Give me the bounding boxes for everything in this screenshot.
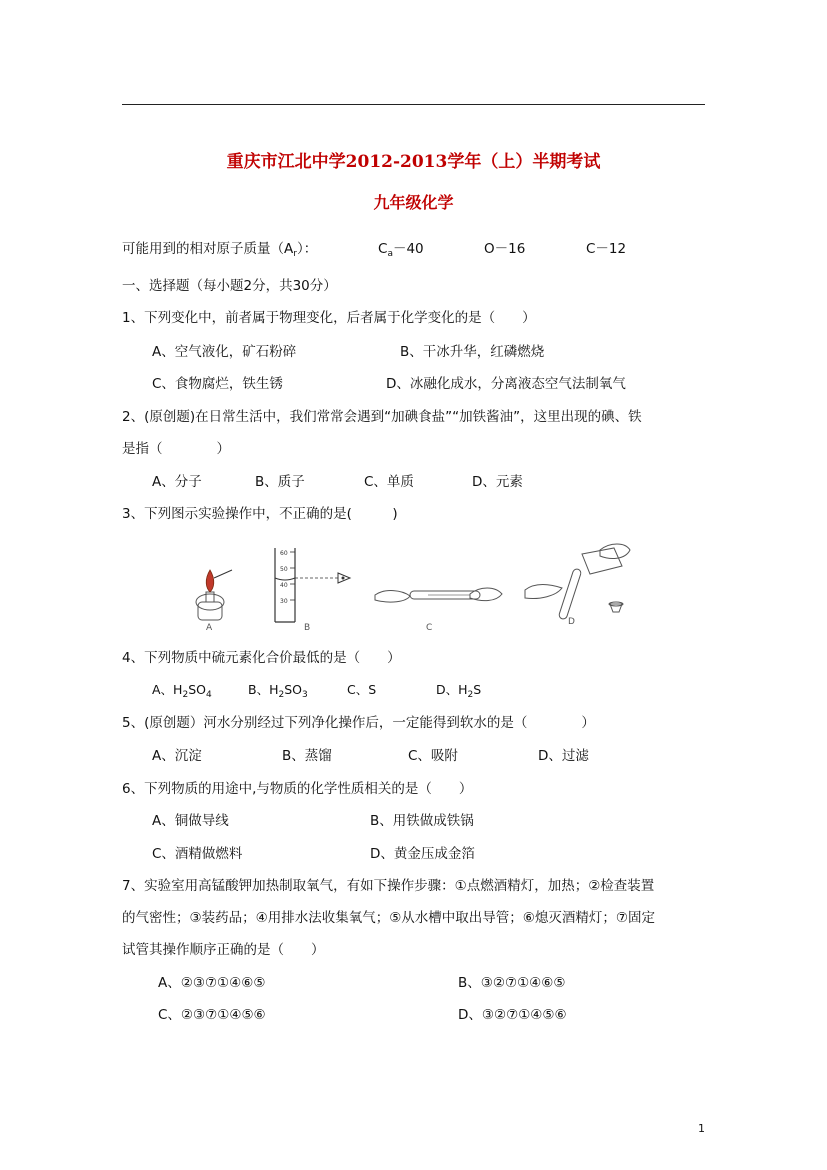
q5-option-a[interactable]: A、沉淀: [152, 748, 202, 764]
q4-option-b[interactable]: B、$H_2SO_3$: [248, 682, 308, 700]
header-rule: [122, 104, 705, 105]
q5-stem: 5、(原创题）河水分别经过下列净化操作后，一定能得到软水的是（ ）: [122, 715, 595, 731]
q2-option-b[interactable]: B、质子: [255, 474, 305, 490]
q2-stem-line2: 是指（ ）: [122, 441, 230, 457]
q4-stem: 4、下列物质中硫元素化合价最低的是（ ）: [122, 650, 401, 666]
q7-option-d[interactable]: D、③②⑦①④⑤⑥: [458, 1007, 567, 1023]
q7-stem-line2: 的气密性；③装药品；④用排水法收集氧气；⑤从水槽中取出导管；⑥熄灭酒精灯；⑦固定: [122, 910, 656, 926]
q2-option-a[interactable]: A、分子: [152, 474, 202, 490]
figure-b-cylinder: [275, 548, 350, 633]
figure-a-alcohol-lamp: [196, 570, 232, 633]
atomic-mass-line: 可能用到的相对原子质量$(A_r)$：: [122, 241, 318, 259]
q5-option-d[interactable]: D、过滤: [538, 748, 589, 764]
exam-title: 重庆市江北中学2012-2013学年（上）半期考试: [226, 152, 601, 172]
q7-option-c[interactable]: C、②③⑦①④⑤⑥: [158, 1007, 266, 1023]
q6-option-a[interactable]: A、铜做导线: [152, 813, 229, 829]
q7-stem-line1: 7、实验室用高锰酸钾加热制取氧气，有如下操作步骤：①点燃酒精灯，加热；②检查装置: [122, 878, 655, 894]
q7-option-b[interactable]: B、③②⑦①④⑥⑤: [458, 975, 566, 991]
q1-option-a[interactable]: A、空气液化，矿石粉碎: [152, 344, 297, 360]
q1-stem: 1、下列变化中，前者属于物理变化，后者属于化学变化的是（ ）: [122, 310, 536, 326]
tick-30: 30: [280, 598, 288, 605]
q2-option-d[interactable]: D、元素: [472, 474, 523, 490]
tick-50: 50: [280, 566, 288, 573]
lab-operations-figure: [170, 540, 640, 635]
figure-d-pouring: [525, 544, 630, 627]
page-number: 1: [698, 1122, 705, 1135]
q1-option-d[interactable]: D、冰融化成水，分离液态空气法制氧气: [386, 376, 626, 392]
mass-c: C－12: [586, 241, 627, 257]
q6-stem: 6、下列物质的用途中,与物质的化学性质相关的是（ ）: [122, 781, 473, 797]
tick-60: 60: [280, 550, 288, 557]
q2-stem-line1: 2、(原创题)在日常生活中，我们常常会遇到“加碘食盐”“加铁酱油”，这里出现的碘、铁: [122, 409, 642, 425]
q4-option-c[interactable]: C、S: [347, 682, 377, 697]
q6-option-b[interactable]: B、用铁做成铁锅: [370, 813, 474, 829]
figure-c-test-tube: [375, 588, 502, 633]
q4-option-d[interactable]: D、$H_2S$: [436, 682, 482, 700]
figure-label-d: D: [568, 617, 575, 627]
section-heading: 一、选择题（每小题2分，共30分）: [122, 278, 337, 294]
figure-label-c: C: [426, 623, 433, 633]
q1-option-b[interactable]: B、干冰升华，红磷燃烧: [400, 344, 545, 360]
q3-stem: 3、下列图示实验操作中，不正确的是( ): [122, 506, 398, 522]
tick-40: 40: [280, 582, 288, 589]
figure-label-b: B: [304, 623, 311, 633]
mass-ca: $C_a-40$: [378, 241, 424, 259]
q1-option-c[interactable]: C、食物腐烂，铁生锈: [152, 376, 283, 392]
q6-option-c[interactable]: C、酒精做燃料: [152, 846, 243, 862]
q4-option-a[interactable]: A、$H_2SO_4$: [152, 682, 212, 700]
q5-option-c[interactable]: C、吸附: [408, 748, 458, 764]
mass-o: O－16: [484, 241, 526, 257]
q5-option-b[interactable]: B、蒸馏: [282, 748, 332, 764]
q7-option-a[interactable]: A、②③⑦①④⑥⑤: [158, 975, 266, 991]
exam-subtitle: 九年级化学: [373, 193, 454, 212]
q6-option-d[interactable]: D、黄金压成金箔: [370, 846, 475, 862]
q7-stem-line3: 试管其操作顺序正确的是（ ）: [122, 942, 325, 958]
figure-label-a: A: [206, 623, 213, 633]
q2-option-c[interactable]: C、单质: [364, 474, 414, 490]
